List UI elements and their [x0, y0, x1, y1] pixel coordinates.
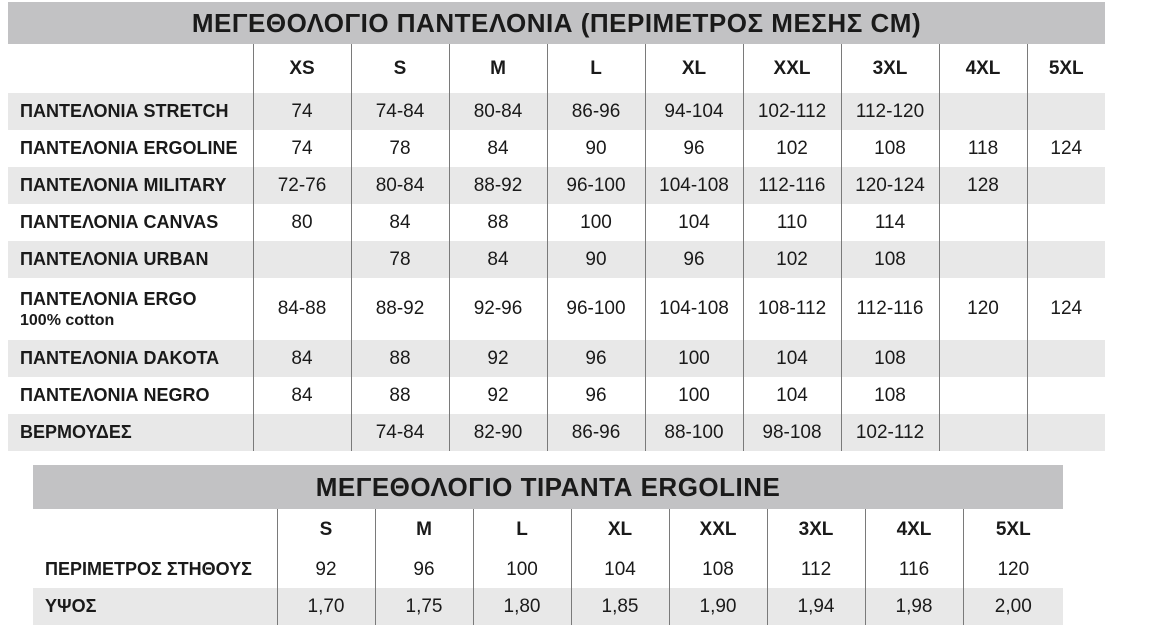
size-value-cell: 120: [939, 278, 1027, 340]
size-value-cell: 96: [375, 551, 473, 588]
pants-table-title: ΜΕΓΕΘΟΛΟΓΙΟ ΠΑΝΤΕΛΟΝΙΑ (ΠΕΡΙΜΕΤΡΟΣ ΜΕΣΗΣ CM): [8, 2, 1105, 44]
row-label: [8, 167, 253, 204]
size-value-cell: [939, 204, 1027, 241]
size-header: XL: [571, 509, 669, 551]
size-value-cell: 94-104: [645, 93, 743, 130]
size-value-cell: 100: [473, 551, 571, 588]
size-value-cell: 100: [645, 340, 743, 377]
size-value-cell: 1,70: [277, 588, 375, 625]
size-header: XS: [253, 44, 351, 93]
row-label-text: ΠΑΝΤΕΛΟΝΙΑ CANVAS: [20, 212, 219, 232]
row-label: [8, 93, 253, 130]
size-header: L: [473, 509, 571, 551]
size-value-cell: 84-88: [253, 278, 351, 340]
row-label-text: ΠΑΝΤΕΛΟΝΙΑ ERGO: [20, 288, 197, 309]
pants-row: [8, 414, 1105, 451]
row-label: ΥΨΟΣ: [33, 588, 277, 625]
row-label-text: ΠΑΝΤΕΛΟΝΙΑ MILITARY: [20, 175, 227, 195]
row-label-text: ΠΑΝΤΕΛΟΝΙΑ NEGRO: [20, 385, 210, 405]
size-value-cell: 86-96: [547, 414, 645, 451]
pants-row: [8, 241, 1105, 278]
size-value-cell: 1,98: [865, 588, 963, 625]
size-value-cell: 112-116: [841, 278, 939, 340]
size-header: S: [277, 509, 375, 551]
size-value-cell: 80-84: [351, 167, 449, 204]
size-value-cell: 84: [449, 130, 547, 167]
size-value-cell: 108: [669, 551, 767, 588]
size-value-cell: 74: [253, 93, 351, 130]
row-label-text: ΒΕΡΜΟΥΔΕΣ: [20, 422, 132, 442]
size-value-cell: 98-108: [743, 414, 841, 451]
size-value-cell: 116: [865, 551, 963, 588]
size-value-cell: 92: [277, 551, 375, 588]
size-value-cell: 96: [645, 130, 743, 167]
size-header: 5XL: [963, 509, 1063, 551]
size-value-cell: 1,85: [571, 588, 669, 625]
size-value-cell: 1,80: [473, 588, 571, 625]
size-value-cell: 108: [841, 377, 939, 414]
size-value-cell: 78: [351, 130, 449, 167]
size-value-cell: 102-112: [841, 414, 939, 451]
size-value-cell: [939, 241, 1027, 278]
overalls-table-title: ΜΕΓΕΘΟΛΟΓΙΟ ΤΙΡΑΝΤΑ ERGOLINE: [33, 465, 1063, 509]
size-value-cell: 108-112: [743, 278, 841, 340]
size-value-cell: 74-84: [351, 414, 449, 451]
size-value-cell: [1027, 241, 1105, 278]
size-value-cell: [1027, 377, 1105, 414]
size-value-cell: 108: [841, 130, 939, 167]
size-value-cell: 80: [253, 204, 351, 241]
pants-row: [8, 278, 1105, 340]
size-value-cell: 84: [253, 340, 351, 377]
size-header: L: [547, 44, 645, 93]
size-value-cell: 74-84: [351, 93, 449, 130]
row-label: [8, 241, 253, 278]
size-value-cell: 92-96: [449, 278, 547, 340]
header-blank-cell: [8, 44, 253, 93]
size-value-cell: 96: [547, 340, 645, 377]
size-value-cell: 78: [351, 241, 449, 278]
size-header: XL: [645, 44, 743, 93]
size-value-cell: 120: [963, 551, 1063, 588]
size-value-cell: 84: [253, 377, 351, 414]
row-label: [8, 278, 253, 340]
row-label-text: ΠΑΝΤΕΛΟΝΙΑ DAKOTA: [20, 348, 220, 368]
size-value-cell: 118: [939, 130, 1027, 167]
size-value-cell: 72-76: [253, 167, 351, 204]
size-value-cell: [1027, 414, 1105, 451]
size-value-cell: 102: [743, 130, 841, 167]
size-value-cell: 88: [449, 204, 547, 241]
size-value-cell: 90: [547, 241, 645, 278]
size-value-cell: [1027, 204, 1105, 241]
size-value-cell: 96-100: [547, 167, 645, 204]
size-value-cell: 124: [1027, 278, 1105, 340]
row-label-text: ΠΑΝΤΕΛΟΝΙΑ STRETCH: [20, 101, 229, 121]
pants-row: [8, 377, 1105, 414]
pants-row: [8, 167, 1105, 204]
size-value-cell: [939, 93, 1027, 130]
row-label-text: ΠΑΝΤΕΛΟΝΙΑ URBAN: [20, 249, 209, 269]
size-value-cell: 1,75: [375, 588, 473, 625]
size-value-cell: [939, 340, 1027, 377]
pants-row: [8, 340, 1105, 377]
size-value-cell: 104: [743, 377, 841, 414]
size-value-cell: 80-84: [449, 93, 547, 130]
size-value-cell: [1027, 167, 1105, 204]
size-value-cell: 88-92: [449, 167, 547, 204]
header-blank-cell: [33, 509, 277, 551]
pants-size-table: [8, 2, 1105, 451]
size-value-cell: 92: [449, 340, 547, 377]
size-value-cell: 108: [841, 340, 939, 377]
row-label-sub: 100% cotton: [20, 311, 115, 329]
size-value-cell: 102: [743, 241, 841, 278]
size-header: S: [351, 44, 449, 93]
row-label: [8, 204, 253, 241]
pants-row: [8, 204, 1105, 241]
size-value-cell: 90: [547, 130, 645, 167]
size-value-cell: 120-124: [841, 167, 939, 204]
size-header: 3XL: [841, 44, 939, 93]
size-value-cell: 112: [767, 551, 865, 588]
size-value-cell: 104: [743, 340, 841, 377]
size-value-cell: 88-100: [645, 414, 743, 451]
row-label: [8, 340, 253, 377]
size-value-cell: 104: [571, 551, 669, 588]
size-value-cell: 88: [351, 377, 449, 414]
size-value-cell: 2,00: [963, 588, 1063, 625]
size-value-cell: 84: [449, 241, 547, 278]
size-value-cell: 112-120: [841, 93, 939, 130]
size-value-cell: 1,94: [767, 588, 865, 625]
size-value-cell: 88-92: [351, 278, 449, 340]
overalls-size-header-row: [33, 509, 1063, 551]
size-value-cell: 96: [645, 241, 743, 278]
size-value-cell: 88: [351, 340, 449, 377]
size-value-cell: 104-108: [645, 167, 743, 204]
size-value-cell: 92: [449, 377, 547, 414]
size-value-cell: 110: [743, 204, 841, 241]
row-label-text: ΠΑΝΤΕΛΟΝΙΑ ERGOLINE: [20, 138, 238, 158]
size-value-cell: 104-108: [645, 278, 743, 340]
size-value-cell: 108: [841, 241, 939, 278]
pants-row: [8, 93, 1105, 130]
size-value-cell: [1027, 93, 1105, 130]
size-value-cell: 114: [841, 204, 939, 241]
size-value-cell: [1027, 340, 1105, 377]
row-label: [8, 414, 253, 451]
size-header: XXL: [743, 44, 841, 93]
size-value-cell: 96: [547, 377, 645, 414]
pants-size-header-row: [8, 44, 1105, 93]
size-value-cell: 100: [547, 204, 645, 241]
size-value-cell: 102-112: [743, 93, 841, 130]
row-label: [8, 130, 253, 167]
size-value-cell: 128: [939, 167, 1027, 204]
size-value-cell: [939, 377, 1027, 414]
size-header: M: [449, 44, 547, 93]
size-header: XXL: [669, 509, 767, 551]
size-value-cell: 84: [351, 204, 449, 241]
size-value-cell: 100: [645, 377, 743, 414]
row-label: ΠΕΡΙΜΕΤΡΟΣ ΣΤΗΘΟΥΣ: [33, 551, 277, 588]
row-label: [8, 377, 253, 414]
overalls-row: [33, 588, 1063, 625]
size-header: M: [375, 509, 473, 551]
size-value-cell: 1,90: [669, 588, 767, 625]
size-value-cell: 74: [253, 130, 351, 167]
size-value-cell: 82-90: [449, 414, 547, 451]
size-header: 3XL: [767, 509, 865, 551]
size-value-cell: 86-96: [547, 93, 645, 130]
size-header: 5XL: [1027, 44, 1105, 93]
pants-row: [8, 130, 1105, 167]
size-header: 4XL: [939, 44, 1027, 93]
size-value-cell: 124: [1027, 130, 1105, 167]
size-value-cell: 96-100: [547, 278, 645, 340]
size-value-cell: 112-116: [743, 167, 841, 204]
size-value-cell: 104: [645, 204, 743, 241]
size-value-cell: [939, 414, 1027, 451]
size-header: 4XL: [865, 509, 963, 551]
size-value-cell: [253, 414, 351, 451]
size-value-cell: [253, 241, 351, 278]
overalls-size-table: [33, 465, 1063, 625]
overalls-row: [33, 551, 1063, 588]
